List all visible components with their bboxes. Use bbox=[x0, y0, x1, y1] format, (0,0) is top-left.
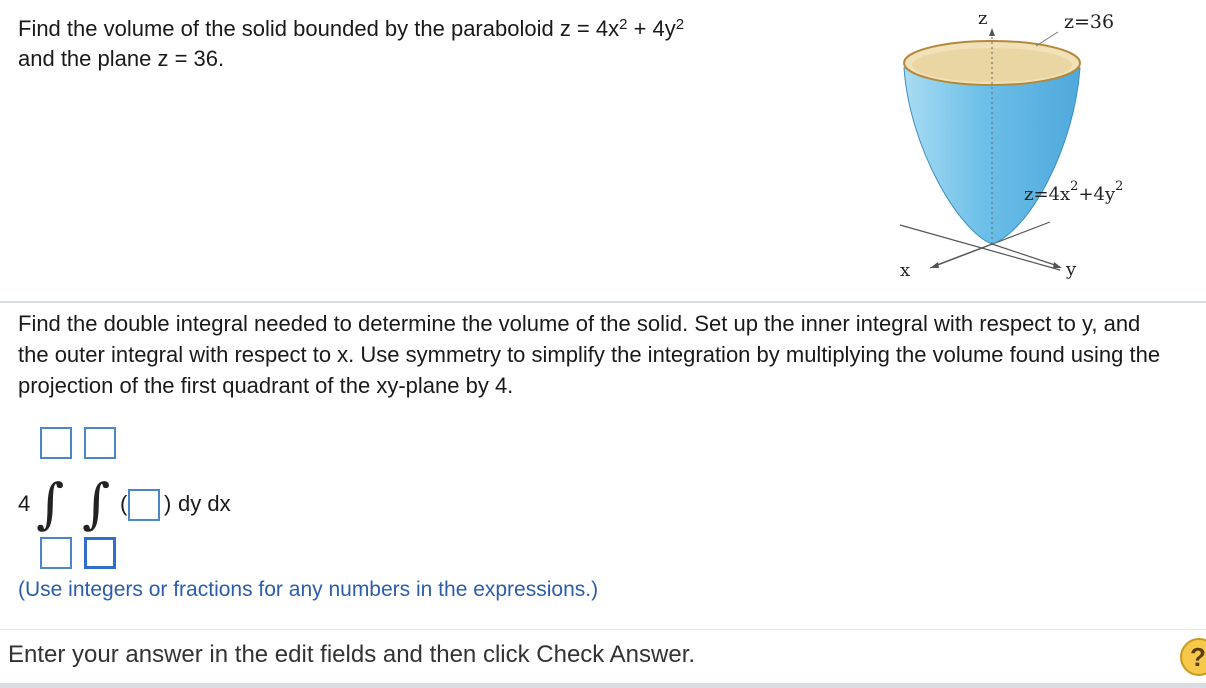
surface-label-b: +4y bbox=[1078, 184, 1116, 205]
footer-divider bbox=[0, 629, 1206, 630]
input-hint: (Use integers or fractions for any numbers in the expressions.) bbox=[18, 578, 599, 601]
prompt-line-1 bbox=[18, 14, 684, 44]
x-axis-label: x bbox=[900, 260, 911, 281]
instructions-text: Find the double integral needed to determine the volume of the solid. Set up the inner integral with respect to y, and the outer integral with respect to x. Use symmetry to simplify the integration by multiplying the volume found using the projection of the first quadrant of the xy-plane by 4. bbox=[18, 311, 1161, 398]
plane-label: z=36 bbox=[1064, 11, 1115, 33]
paraboloid-figure bbox=[860, 0, 1206, 295]
outer-lower-limit-input[interactable] bbox=[40, 537, 72, 569]
z-axis-label: z bbox=[978, 8, 988, 29]
x-axis bbox=[934, 244, 992, 266]
section-divider bbox=[0, 301, 1206, 303]
help-icon[interactable]: ? bbox=[1180, 638, 1206, 676]
coefficient: 4 bbox=[18, 491, 31, 516]
prompt-text-b: + 4y bbox=[627, 16, 676, 41]
inner-upper-limit-input[interactable] bbox=[84, 427, 116, 459]
integral-setup bbox=[18, 425, 418, 575]
y-axis-label: y bbox=[1066, 259, 1077, 280]
inner-lower-limit-input[interactable] bbox=[84, 537, 116, 569]
prompt-exponent-b: 2 bbox=[675, 16, 685, 33]
close-paren: ) bbox=[164, 491, 172, 516]
surface-exponent-a: 2 bbox=[1070, 179, 1079, 194]
z-arrow-icon bbox=[989, 28, 995, 36]
differentials: dy dx bbox=[178, 491, 231, 516]
prompt-line-2: and the plane z = 36. bbox=[18, 46, 225, 71]
prompt-text-a: Find the volume of the solid bounded by the paraboloid z = 4x bbox=[18, 16, 620, 41]
surface-label-a: z=4x bbox=[1024, 184, 1071, 205]
open-paren: ( bbox=[120, 491, 128, 516]
enter-answer-text: Enter your answer in the edit fields and then click Check Answer. bbox=[8, 641, 696, 668]
x-arrow-icon bbox=[930, 262, 939, 268]
question-prompt bbox=[18, 14, 684, 74]
integrand-input[interactable] bbox=[128, 489, 160, 521]
prompt-exponent-a: 2 bbox=[619, 16, 628, 33]
bottom-bar bbox=[0, 683, 1206, 688]
outer-upper-limit-input[interactable] bbox=[40, 427, 72, 459]
outer-integral-sign: ∫ bbox=[36, 472, 65, 535]
y-axis bbox=[992, 244, 1058, 266]
y-arrow-icon bbox=[1053, 262, 1062, 268]
surface-exponent-b: 2 bbox=[1115, 179, 1124, 194]
plane-leader bbox=[1036, 32, 1058, 46]
inner-integral-sign: ∫ bbox=[82, 472, 111, 535]
